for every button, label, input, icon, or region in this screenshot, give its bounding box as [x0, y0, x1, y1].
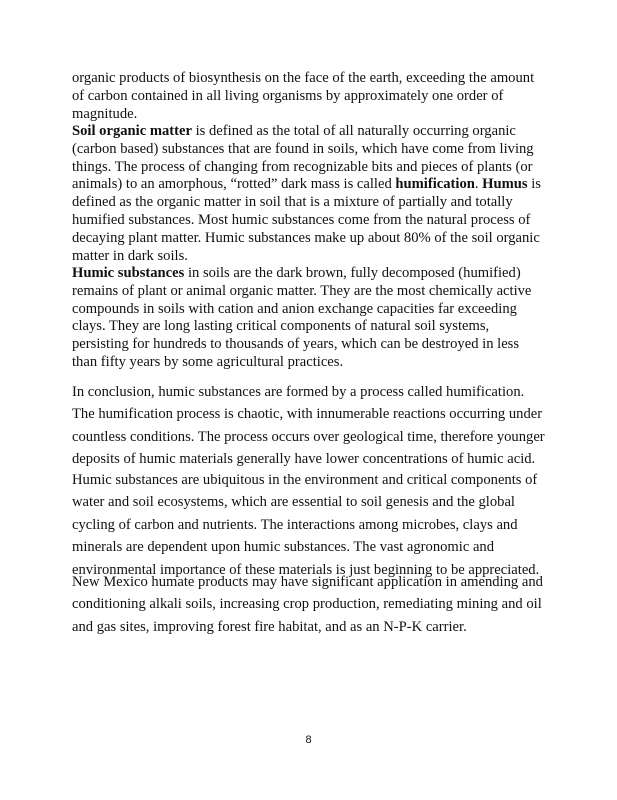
paragraph-text: Humic substances are ubiquitous in the environment and critical components of water and soil ecosystems, which are essential to soil genesis and the global cycling of carbon and nutrients. The interactions among microbes, clays and minerals are dependent upon humic substances. The vast agronomic and environmental importance of these materials is just beginning to be appreciated. [72, 472, 540, 578]
paragraph-text: is defined as the organic matter in soil that is a mixture of partially and totally humified substances. Most humic substances come from the natural process of decaying plant matter. Humic substances make up about 80% of the soil organic matter in dark soils. [72, 176, 541, 264]
term-humification: humification [395, 176, 475, 193]
term-soil-organic-matter: Soil organic matter [72, 123, 192, 139]
paragraph-intro-continued [72, 70, 546, 123]
paragraph-text: . [474, 176, 483, 193]
paragraph-text: organic products of biosynthesis on the face of the earth, exceeding the amount of carbon contained in all living organisms by approximately one order of magnitude. [72, 70, 535, 122]
paragraph-conclusion [72, 381, 546, 471]
paragraph-soil-organic-matter [72, 123, 546, 265]
paragraph-text: In conclusion, humic substances are formed by a process called humification. The humification process is chaotic, with innumerable reactions occurring under countless conditions. The process occurs over geological time, therefore younger deposits of humic materials generally have lower concentrations of humic acid. [72, 384, 545, 468]
term-humus: Humus [482, 176, 528, 193]
paragraph-text: is defined as the total of all naturally occurring organic (carbon based) substances that are found in soils, which have come from living things. The process of changing from recognizable bits and pieces of plants (or animals) to an amorphous, “rotted” dark mass is called [72, 123, 534, 193]
paragraph-text: New Mexico humate products may have significant application in amending and conditioning alkali soils, increasing crop production, remediating mining and oil and gas sites, improving forest fire habitat, and as an N-P-K carrier. [72, 574, 543, 635]
paragraph-humic-substances [72, 265, 546, 372]
term-humic-substances: Humic substances [72, 265, 185, 281]
page-number: 8 [305, 734, 312, 746]
paragraph-ubiquitous [72, 469, 546, 581]
paragraph-text: in soils are the dark brown, fully decomposed (humified) remains of plant or animal organic matter. They are the most chemically active compounds in soils with cation and anion exchange capacities far exceeding clays. They are long lasting critical components of natural soil systems, persisting for hundreds to thousands of years, which can be destroyed in less than fifty years by some agricultural practices. [72, 265, 532, 370]
paragraph-new-mexico [72, 571, 546, 638]
